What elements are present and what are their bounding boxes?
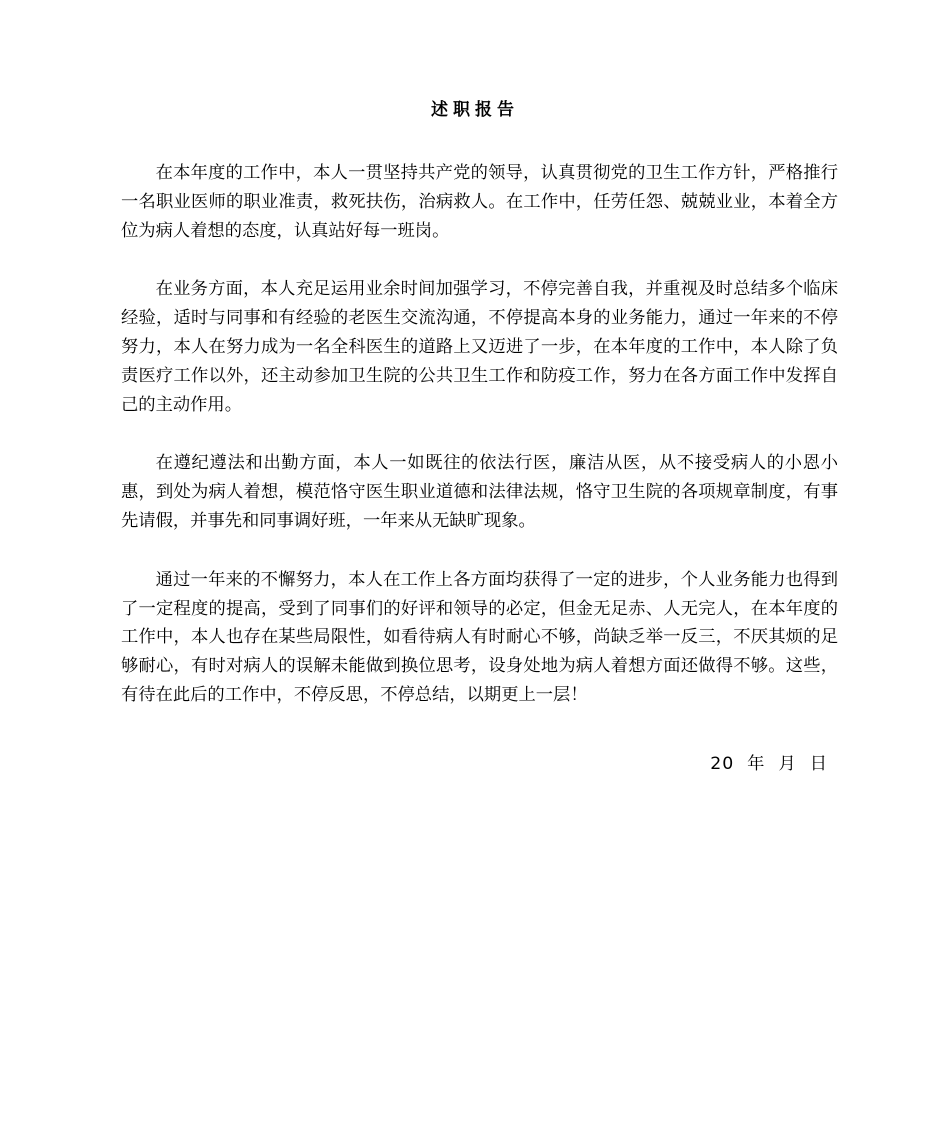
- paragraph-summary-shortcomings: 通过一年来的不懈努力，本人在工作上各方面均获得了一定的进步，个人业务能力也得到了一定程度的提高，受到了同事们的好评和领导的必定，但金无足赤、人无完人，在本年度的工作中，本人也存在某些局限性，如看待病人有时耐心不够，尚缺乏举一反三，不厌其烦的足够耐心，有时对病人的误解未能做到换位思考，设身处地为病人着想方面还做得不够。这些，有待在此后的工作中，不停反思，不停总结，以期更上一层！: [121, 569, 838, 705]
- paragraph-work-attitude: 在本年度的工作中，本人一贯坚持共产党的领导，认真贯彻党的卫生工作方针，严格推行一名职业医师的职业准责，救死扶伤，治病救人。在工作中，任劳任怨、兢兢业业，本着全方位为病人着想的态度，认真站好每一班岗。: [121, 163, 838, 241]
- document-date: 20 年 月 日: [710, 754, 828, 774]
- paragraph-professional-skills: 在业务方面，本人充足运用业余时间加强学习，不停完善自我，并重视及时总结多个临床经验，适时与同事和有经验的老医生交流沟通，不停提高本身的业务能力，通过一年来的不停努力，本人在努力成为一名全科医生的道路上又迈进了一步，在本年度的工作中，本人除了负责医疗工作以外，还主动参加卫生院的公共卫生工作和防疫工作，努力在各方面工作中发挥自己的主动作用。: [121, 279, 838, 415]
- document-title: 述职报告: [431, 100, 519, 120]
- document-body: [121, 159, 838, 740]
- paragraph-discipline-attendance: 在遵纪遵法和出勤方面，本人一如既往的依法行医，廉洁从医，从不接受病人的小恩小惠，到处为病人着想，模范恪守医生职业道德和法律法规，恪守卫生院的各项规章制度，有事先请假，并事先和同事调好班，一年来从无缺旷现象。: [121, 453, 838, 531]
